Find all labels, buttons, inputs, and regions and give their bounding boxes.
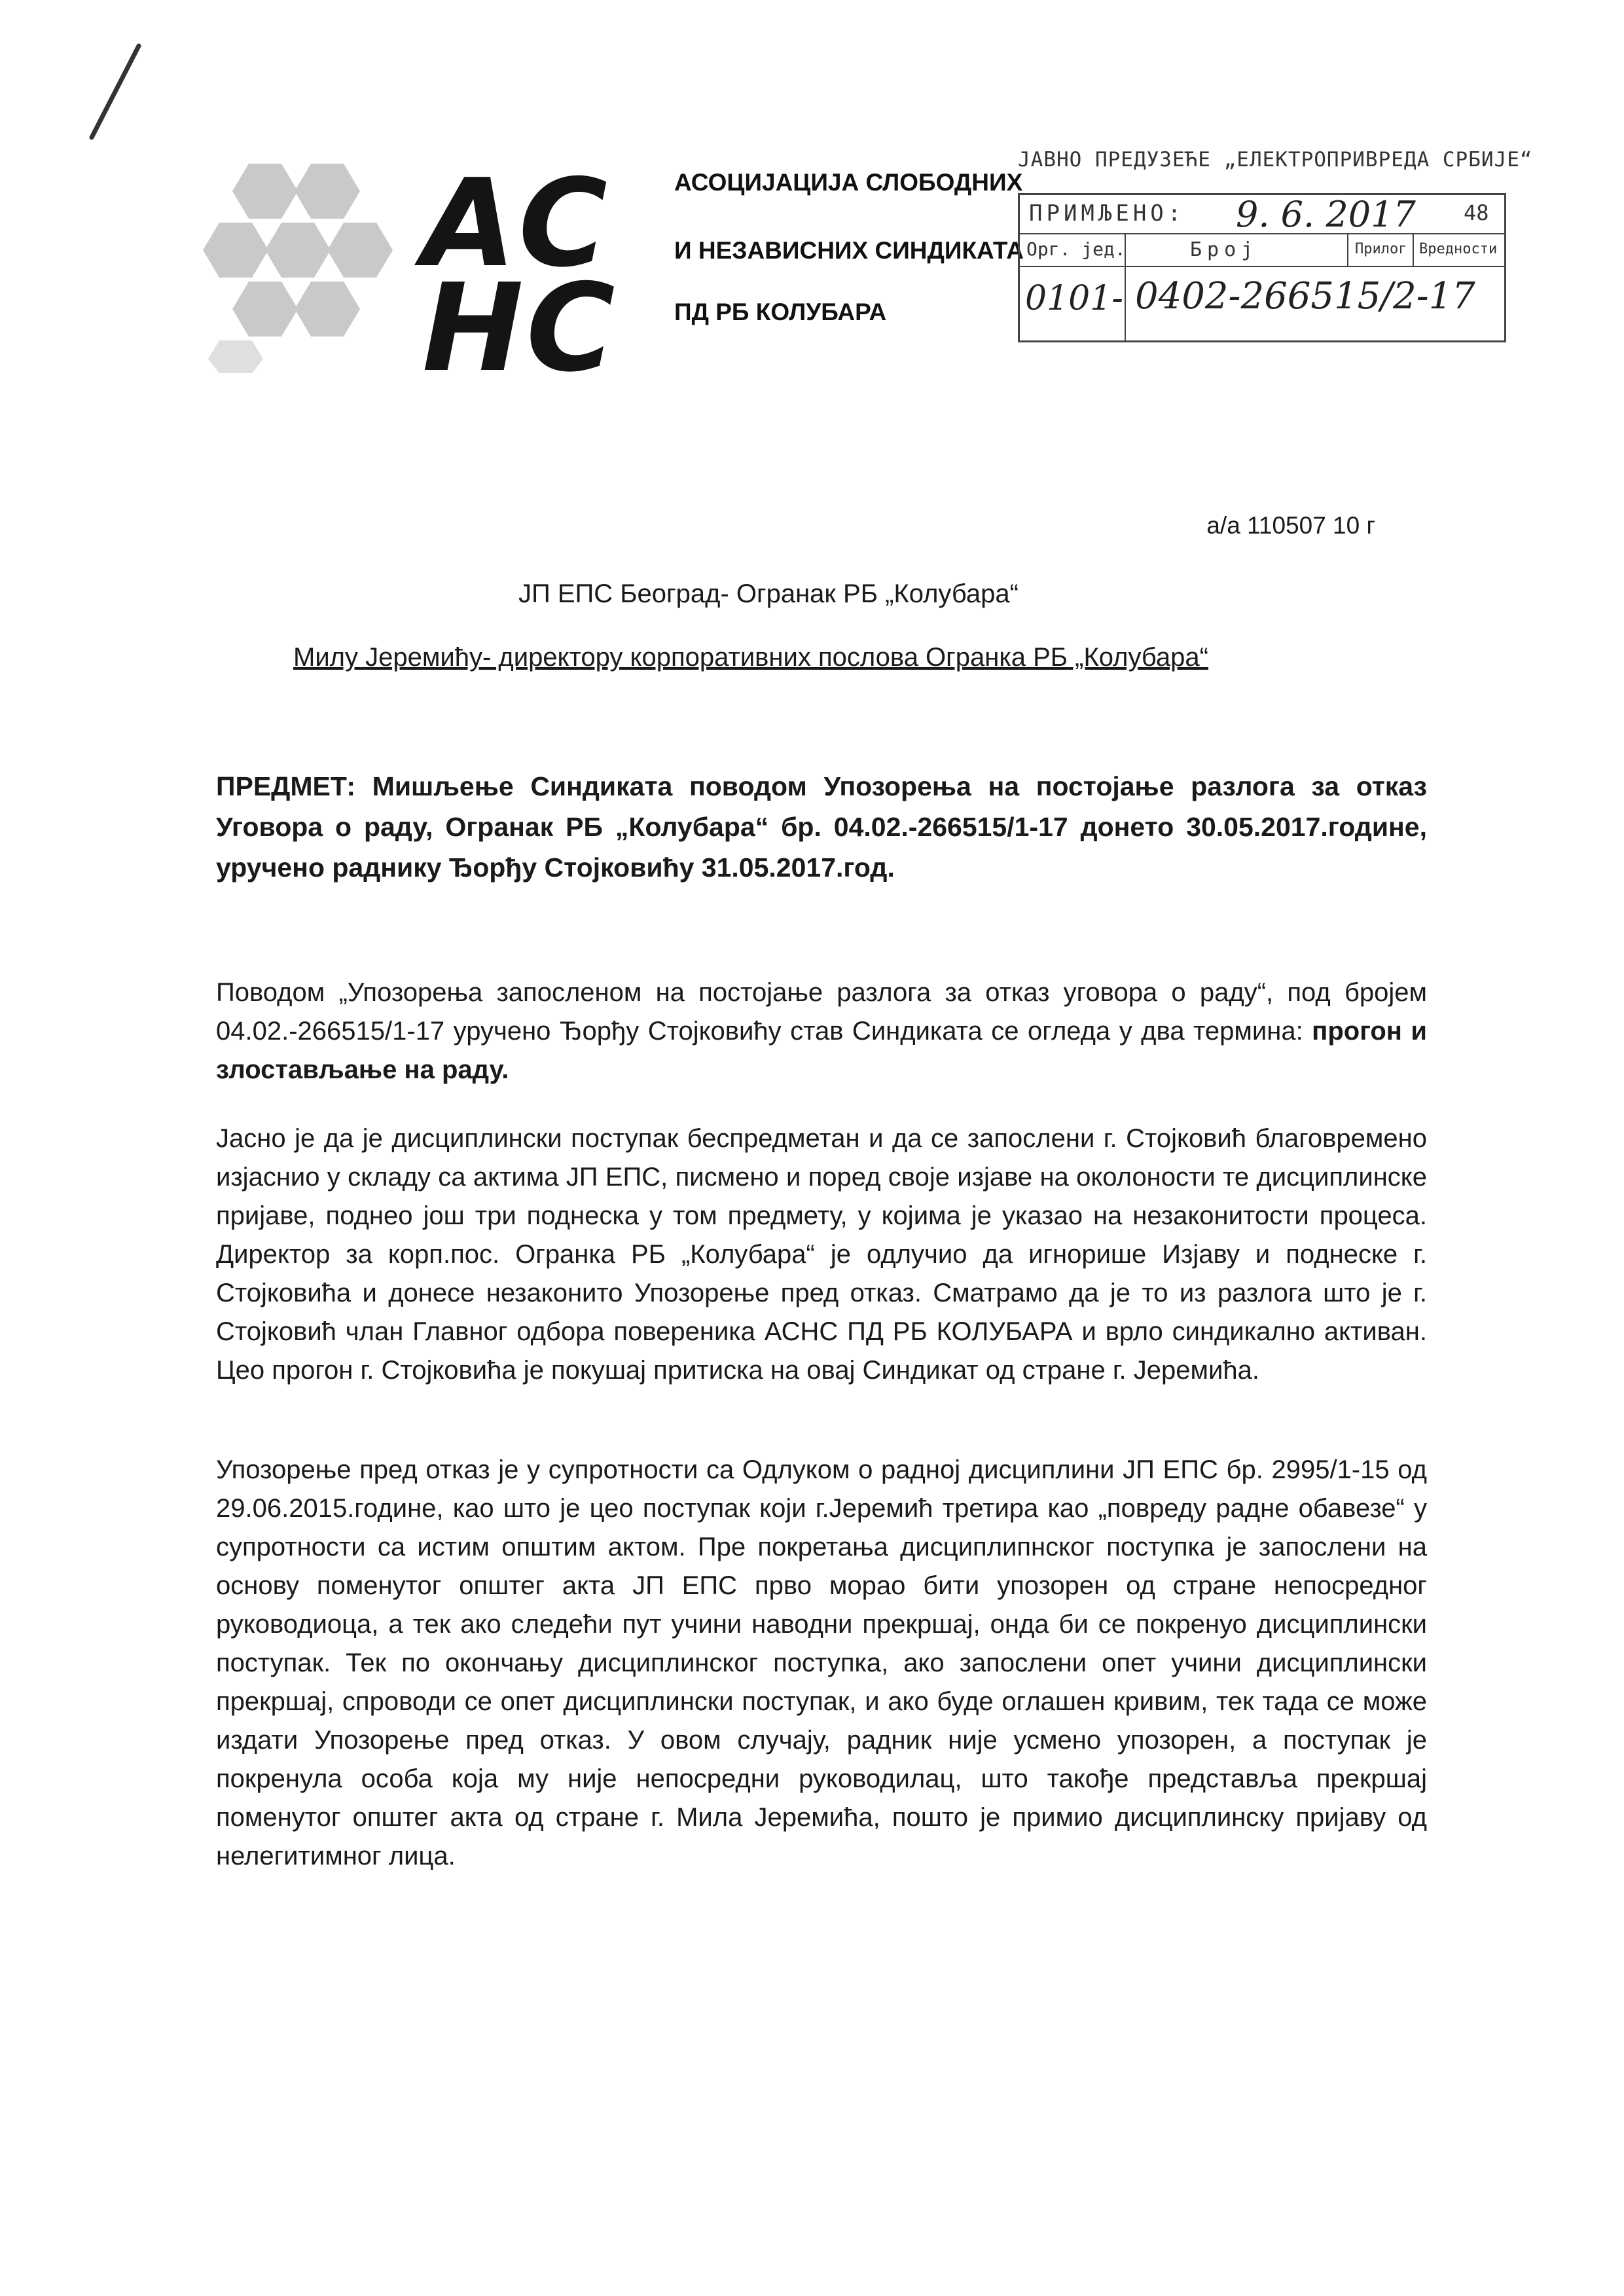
addressee-line2: Милу Јеремићу- директору корпоративних послова Огранка РБ „Колубара“ (293, 643, 1208, 672)
stamp-number-value: 0402-266515/2-17 (1135, 275, 1475, 318)
org-name-line2: И НЕЗАВИСНИХ СИНДИКАТА (674, 237, 1024, 264)
stamp-title: ЈАВНО ПРЕДУЗЕЋЕ „ЕЛЕКТРОПРИВРЕДА СРБИЈЕ“ (1018, 148, 1533, 172)
received-stamp (1018, 193, 1506, 342)
stamp-received-date: 9. 6. 2017 (1236, 194, 1416, 235)
logo-hexagon-cluster (203, 164, 393, 373)
org-name-line1: АСОЦИЈАЦИЈА СЛОБОДНИХ (674, 169, 1023, 196)
paragraph-3: Упозорење пред отказ је у супротности са Одлуком о радној дисциплини ЈП ЕПС бр. 2995/1-15 од 29.06.2015.године, као што је цео поступак који г.Јеремић третира као „повреду радне обавезе“ у супротности са истим општим актом. Пре покретања дисциплипнског поступка је запослени на основу поменутог општег акта ЈП ЕПС прво морао бити упозорен од стране непосредног руководиоца, а тек ако следећи пут учини наводни прекршај, онда би се покренуо дисциплински поступак. Тек по окончању дисциплинског поступка, ако запослени опет учини дисциплински прекршај, спроводи се опет дисциплински поступак, и ако буде оглашен кривим, тек тада се може издати Упозорење пред отказ. У овом случају, радник није усмено упозорен, а поступак је покренула особа која му није непосредни руководилац, што такође представља прекршај поменутог општег акта од стране г. Мила Јеремића, пошто је примио дисциплинску пријаву од нелегитимног лица. (216, 1455, 1427, 1870)
paragraph-1-bold: прогон и злостављање на раду. (216, 1017, 1427, 1084)
logo-text-bottom: НС (422, 257, 618, 373)
stamp-received-label: ПРИМЉЕНО: (1029, 200, 1185, 227)
org-name-line3: ПД РБ КОЛУБАРА (674, 299, 887, 325)
stamp-col-value: Вредности (1419, 241, 1498, 257)
logo-text-top: АС (422, 153, 610, 294)
addressee-line1: ЈП ЕПС Београд- Огранак РБ „Колубара“ (518, 579, 1019, 608)
stamp-col-attachment: Прилог (1355, 241, 1407, 257)
paragraph-1-text: Поводом „Упозорења запосленом на постојање разлога за отказ уговора о раду“, под бројем 04.02.-266515/1-17 уручено Ђорђу Стојковићу став Синдиката се огледа у два термина: (216, 978, 1427, 1046)
subject: ПРЕДМЕТ: Мишљење Синдиката поводом Упозорења на постојање разлога за отказ Уговора о раду, Огранак РБ „Колубара“ бр. 04.02.-266515/1-17 донето 30.05.2017.године, уручено раднику Ђорђу Стојковићу 31.05.2017.год. (216, 771, 1427, 883)
reference-number: а/а 110507 10 г (1206, 512, 1375, 539)
stamp-received-time: 48 (1464, 200, 1489, 225)
paragraph-2: Јасно је да је дисциплински поступак беспредметан и да се запослени г. Стојковић благовремено изјаснио у складу са актима ЈП ЕПС, писмено и поред своје изјаве на околоности те дисциплинске пријаве, поднео још три поднеска у том предмету, у којима је указао на незаконитости процеса. Директор за корп.пос. Огранка РБ „Колубара“ је одлучио да игнорише Изјаву и поднеске г. Стојковића и донесе незаконито Упозорење пред отказ. Сматрамо да је то из разлога што је г. Стојковић члан Главног одбора повереника АСНС ПД РБ КОЛУБАРА и врло синдикално активан. Цео прогон г. Стојковића је покушај притиска на овај Синдикат од стране г. Јеремића. (216, 1124, 1427, 1385)
stamp-col-number: Број (1190, 238, 1259, 261)
stamp-col-org: Орг. јед. (1026, 238, 1126, 260)
stamp-org-value: 0101- (1025, 279, 1123, 318)
pen-stroke-mark (79, 39, 157, 144)
asns-logo (203, 151, 648, 373)
paragraph-1 (216, 974, 1427, 1089)
